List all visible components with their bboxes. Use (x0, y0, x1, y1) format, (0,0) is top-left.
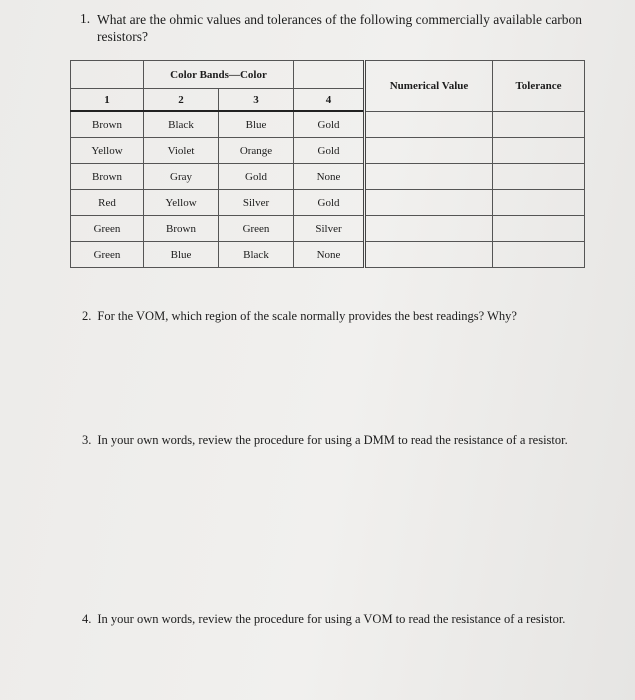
question-4 (82, 612, 565, 627)
table-header-blank (294, 61, 365, 89)
question-4-text: In your own words, review the procedure for using a VOM to read the resistance of a resistor. (97, 612, 566, 626)
question-2-text: For the VOM, which region of the scale normally provides the best readings? Why? (97, 309, 517, 323)
question-3-text: In your own words, review the procedure for using a DMM to read the resistance of a resistor. (97, 433, 568, 447)
question-2-number: 2. (82, 309, 92, 323)
tolerance-cell[interactable] (493, 190, 585, 216)
numerical-value-header: Numerical Value (365, 61, 493, 112)
tolerance-cell[interactable] (493, 216, 585, 242)
band-4-cell: Gold (294, 111, 365, 138)
question-4-number: 4. (82, 612, 92, 626)
question-1-text: What are the ohmic values and tolerances of the following commercially available carbon resistors? (97, 12, 583, 44)
band-3-cell: Blue (219, 111, 294, 138)
band-4-cell: None (294, 164, 365, 190)
band-1-cell: Green (71, 216, 144, 242)
tolerance-header: Tolerance (493, 61, 585, 112)
band-3-cell: Silver (219, 190, 294, 216)
band-2-header: 2 (144, 89, 219, 112)
table-header-blank (71, 61, 144, 89)
band-3-header: 3 (219, 89, 294, 112)
band-1-header: 1 (71, 89, 144, 112)
band-3-cell: Orange (219, 138, 294, 164)
numerical-value-cell[interactable] (365, 190, 493, 216)
resistor-table (70, 60, 585, 268)
band-4-cell: Gold (294, 138, 365, 164)
table-row (71, 216, 585, 242)
table-row (71, 164, 585, 190)
table-group-header-row (71, 61, 585, 89)
color-bands-header: Color Bands—Color (144, 61, 294, 89)
band-1-cell: Green (71, 242, 144, 268)
table-row (71, 111, 585, 138)
numerical-value-cell[interactable] (365, 111, 493, 138)
band-4-cell: None (294, 242, 365, 268)
band-4-cell: Silver (294, 216, 365, 242)
band-4-header: 4 (294, 89, 365, 112)
band-3-cell: Green (219, 216, 294, 242)
tolerance-cell[interactable] (493, 242, 585, 268)
question-2 (82, 309, 517, 324)
band-4-cell: Gold (294, 190, 365, 216)
numerical-value-cell[interactable] (365, 164, 493, 190)
numerical-value-cell[interactable] (365, 216, 493, 242)
band-1-cell: Yellow (71, 138, 144, 164)
band-2-cell: Black (144, 111, 219, 138)
band-1-cell: Brown (71, 164, 144, 190)
table-row (71, 190, 585, 216)
table-row (71, 138, 585, 164)
band-3-cell: Black (219, 242, 294, 268)
numerical-value-cell[interactable] (365, 138, 493, 164)
numerical-value-cell[interactable] (365, 242, 493, 268)
band-2-cell: Gray (144, 164, 219, 190)
band-2-cell: Violet (144, 138, 219, 164)
tolerance-cell[interactable] (493, 138, 585, 164)
band-1-cell: Brown (71, 111, 144, 138)
band-2-cell: Yellow (144, 190, 219, 216)
question-3 (82, 433, 568, 448)
tolerance-cell[interactable] (493, 111, 585, 138)
tolerance-cell[interactable] (493, 164, 585, 190)
table-row (71, 242, 585, 268)
band-2-cell: Brown (144, 216, 219, 242)
question-1-number: 1. (80, 11, 91, 26)
question-3-number: 3. (82, 433, 92, 447)
band-1-cell: Red (71, 190, 144, 216)
band-2-cell: Blue (144, 242, 219, 268)
band-3-cell: Gold (219, 164, 294, 190)
